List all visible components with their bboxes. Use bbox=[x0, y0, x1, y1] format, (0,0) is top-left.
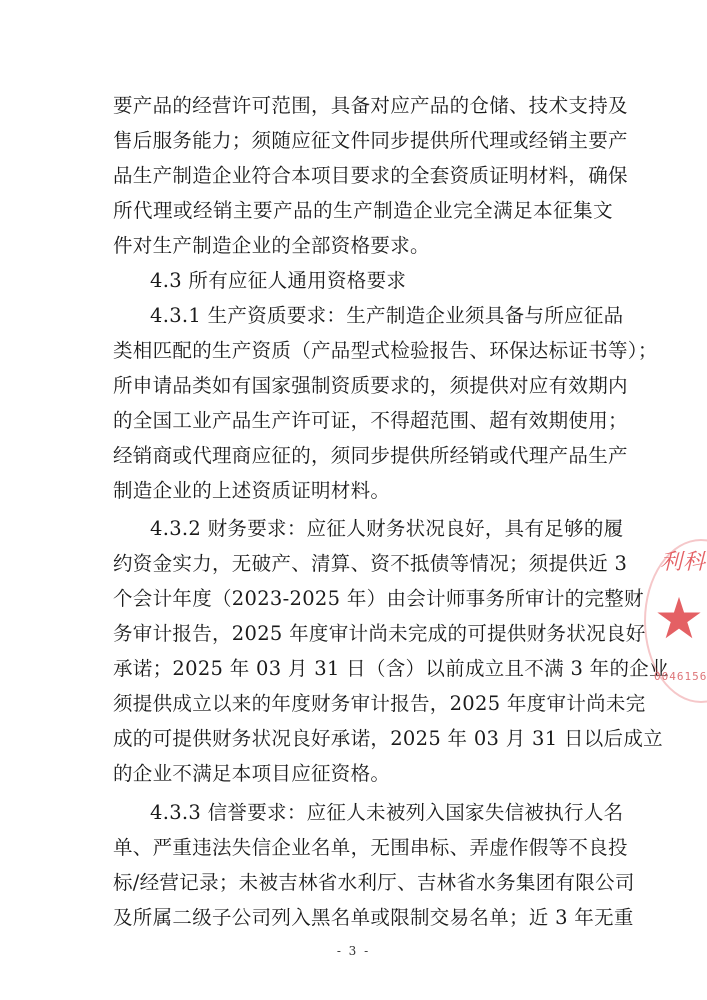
body-line: 件对生产制造企业的全部资格要求。 bbox=[113, 234, 430, 257]
body-line: 4.3.1 生产资质要求：生产制造企业须具备与所应征品 bbox=[150, 304, 624, 327]
seal-text: 利科 bbox=[660, 550, 707, 575]
body-line: 成的可提供财务状况良好承诺，2025 年 03 月 31 日以后成立 bbox=[113, 727, 663, 750]
body-line: 承诺；2025 年 03 月 31 日（含）以前成立且不满 3 年的企业 bbox=[113, 657, 669, 680]
body-line: 4.3.2 财务要求：应征人财务状况良好，具有足够的履 bbox=[150, 517, 624, 540]
page-number: - 3 - bbox=[336, 944, 371, 958]
body-line: 约资金实力，无破产、清算、资不抵债等情况；须提供近 3 bbox=[113, 552, 628, 575]
body-line: 所申请品类如有国家强制资质要求的，须提供对应有效期内 bbox=[113, 374, 628, 397]
body-line: 4.3.3 信誉要求：应征人未被列入国家失信被执行人名 bbox=[150, 801, 624, 824]
body-line: 个会计年度（2023-2025 年）由会计师事务所审计的完整财 bbox=[113, 587, 644, 610]
seal-number: 0046156 bbox=[654, 670, 707, 683]
body-line: 须提供成立以来的年度财务审计报告，2025 年度审计尚未完 bbox=[113, 692, 646, 715]
body-line: 的企业不满足本项目应征资格。 bbox=[113, 762, 391, 785]
body-line: 品生产制造企业符合本项目要求的全套资质证明材料，确保 bbox=[113, 164, 628, 187]
body-line: 售后服务能力；须随应征文件同步提供所代理或经销主要产 bbox=[113, 129, 628, 152]
body-line: 的全国工业产品生产许可证，不得超范围、超有效期使用； bbox=[113, 409, 628, 432]
body-line: 单、严重违法失信企业名单，无围串标、弄虚作假等不良投 bbox=[113, 836, 628, 859]
body-line: 制造企业的上述资质证明材料。 bbox=[113, 479, 391, 502]
seal-star-icon bbox=[656, 595, 702, 641]
official-seal bbox=[648, 545, 707, 695]
body-line: 要产品的经营许可范围，具备对应产品的仓储、技术支持及 bbox=[113, 94, 628, 117]
body-line: 所代理或经销主要产品的生产制造企业完全满足本征集文 bbox=[113, 199, 613, 222]
body-line: 务审计报告，2025 年度审计尚未完成的可提供财务状况良好 bbox=[113, 622, 646, 645]
body-line: 类相匹配的生产资质（产品型式检验报告、环保达标证书等）； bbox=[113, 339, 658, 362]
body-line: 经销商或代理商应征的，须同步提供所经销或代理产品生产 bbox=[113, 444, 628, 467]
section-heading: 4.3 所有应征人通用资格要求 bbox=[150, 269, 407, 292]
body-line: 及所属二级子公司列入黑名单或限制交易名单；近 3 年无重 bbox=[113, 906, 634, 929]
body-line: 标/经营记录；未被吉林省水利厅、吉林省水务集团有限公司 bbox=[113, 871, 635, 894]
